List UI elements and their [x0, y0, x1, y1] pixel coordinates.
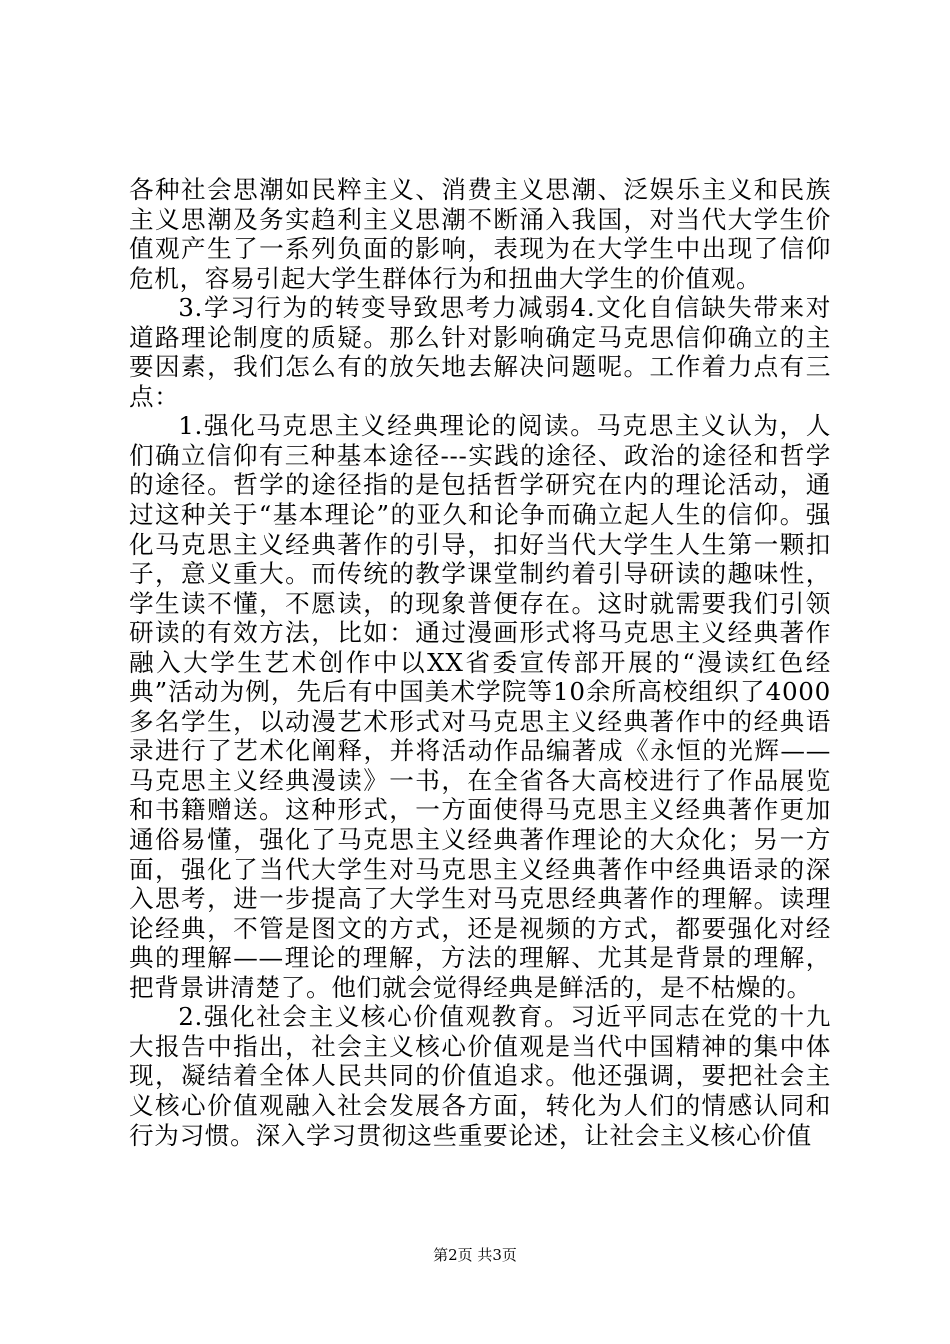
- body-text: [129, 175, 831, 1150]
- paragraph-learning-behavior: 3.学习行为的转变导致思考力减弱4.文化自信缺失带来对道路理论制度的质疑。那么针对影响确定马克思信仰确立的主要因素，我们怎么有的放矢地去解决问题呢。工作着力点有三点：: [129, 293, 831, 411]
- paragraph-social-trends: 各种社会思潮如民粹主义、消费主义思潮、泛娱乐主义和民族主义思潮及务实趋利主义思潮不断涌入我国，对当代大学生价值观产生了一系列负面的影响，表现为在大学生中出现了信仰危机，容易引起大学生群体行为和扭曲大学生的价值观。: [129, 175, 831, 293]
- page-number-footer: 第2页 共3页: [433, 1246, 517, 1264]
- paragraph-classic-reading: 1.强化马克思主义经典理论的阅读。马克思主义认为，人们确立信仰有三种基本途径---实践的途径、政治的途径和哲学的途径。哲学的途径指的是包括哲学研究在内的理论活动，通过这种关于“基本理论”的亚久和论争而确立起人生的信仰。强化马克思主义经典著作的引导，扣好当代大学生人生第一颗扣子，意义重大。而传统的教学课堂制约着引导研读的趣味性，学生读不懂，不愿读，的现象普便存在。这时就需要我们引领研读的有效方法，比如：通过漫画形式将马克思主义经典著作融入大学生艺术创作中以XX省委宣传部开展的“漫读红色经典”活动为例，先后有中国美术学院等10余所高校组织了4000多名学生，以动漫艺术形式对马克思主义经典著作中的经典语录进行了艺术化阐释，并将活动作品编著成《永恒的光辉——马克思主义经典漫读》一书，在全省各大高校进行了作品展览和书籍赠送。这种形式，一方面使得马克思主义经典著作更加通俗易懂，强化了马克思主义经典著作理论的大众化；另一方面，强化了当代大学生对马克思主义经典著作中经典语录的深入思考，进一步提高了大学生对马克思经典著作的理解。读理论经典，不管是图文的方式，还是视频的方式，都要强化对经典的理解——理论的理解，方法的理解、尤其是背景的理解，把背景讲清楚了。他们就会觉得经典是鲜活的，是不枯燥的。: [129, 411, 831, 1002]
- paragraph-core-values: 2.强化社会主义核心价值观教育。习近平同志在党的十九大报告中指出，社会主义核心价值观是当代中国精神的集中体现，凝结着全体人民共同的价值追求。他还强调，要把社会主义核心价值观融入社会发展各方面，转化为人们的情感认同和行为习惯。深入学习贯彻这些重要论述，让社会主义核心价值: [129, 1002, 831, 1150]
